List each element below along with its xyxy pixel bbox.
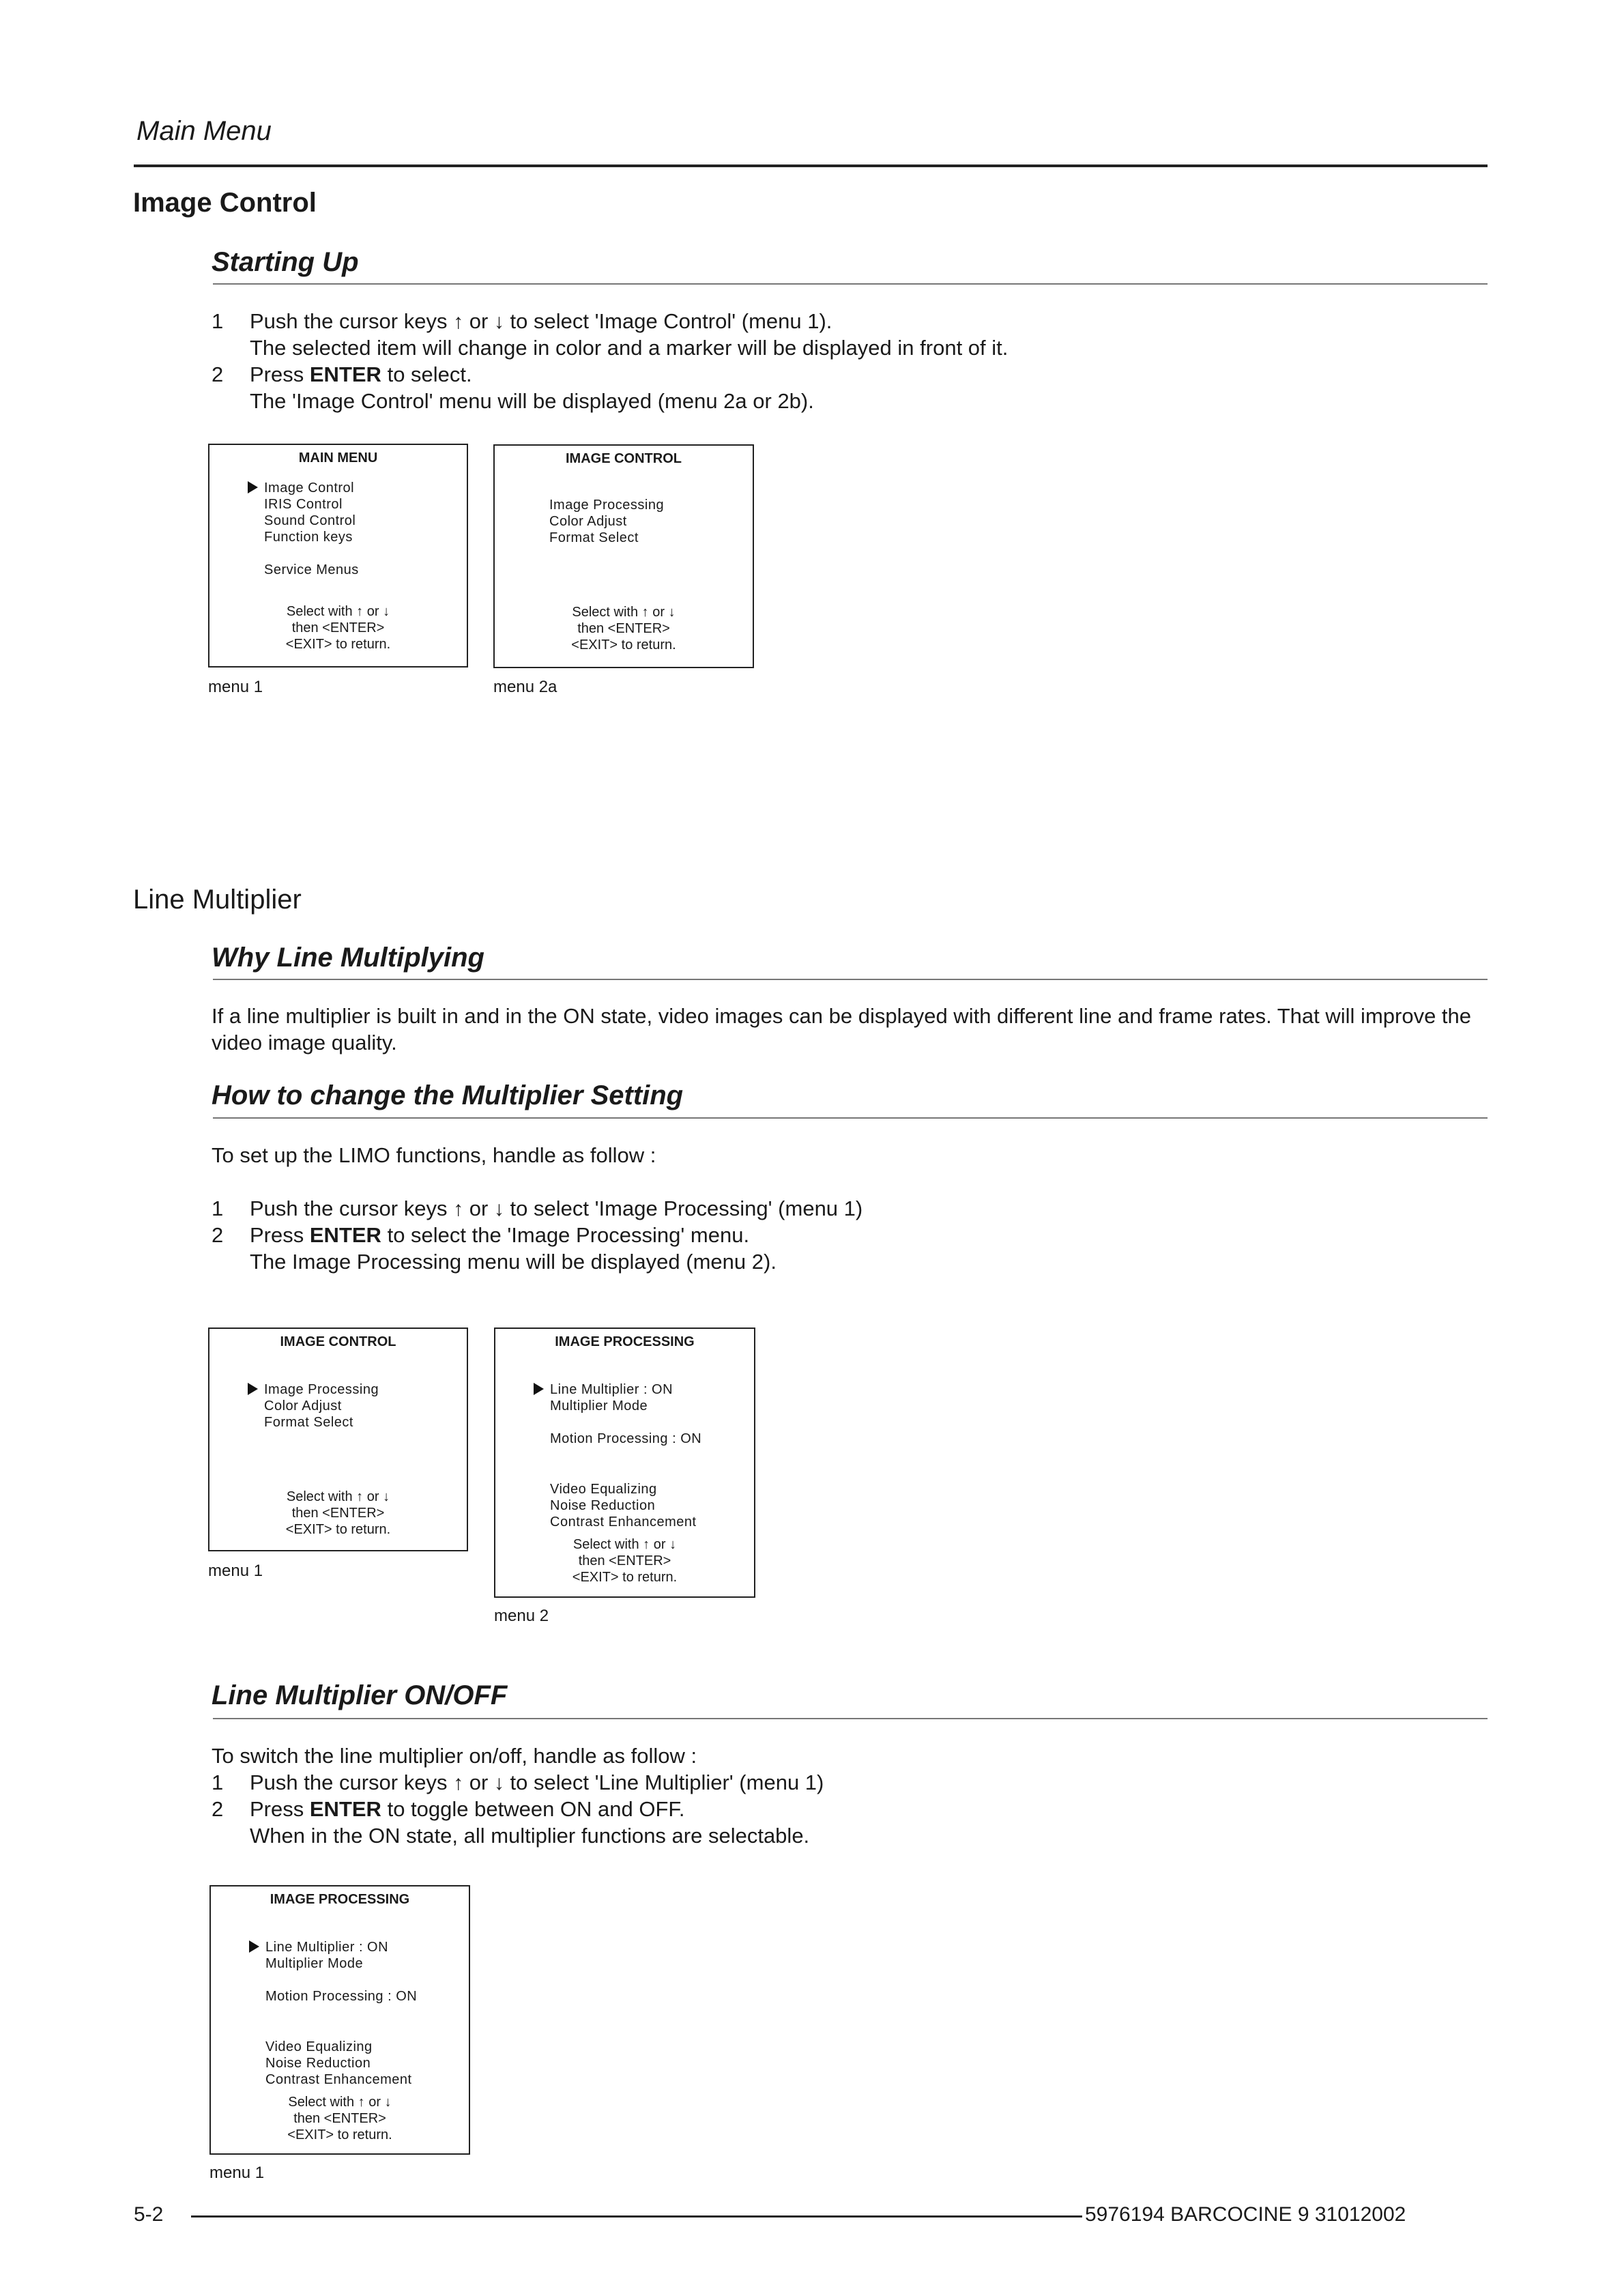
menu-item: Contrast Enhancement xyxy=(265,2072,412,2087)
header-rule xyxy=(134,164,1488,167)
section-title-image-control: Image Control xyxy=(133,188,317,218)
menu-title: IMAGE CONTROL xyxy=(280,1334,396,1349)
menu-item: Image Control xyxy=(264,480,355,496)
down-arrow-icon: ↓ xyxy=(493,1772,504,1794)
subsection-title-starting-up: Starting Up xyxy=(212,247,359,277)
menu-item: Sound Control xyxy=(264,513,356,528)
menu-title: IMAGE CONTROL xyxy=(566,451,682,466)
step-2-continuation: When in the ON state, all multiplier functions are selectable. xyxy=(250,1824,810,1848)
step-number: 1 xyxy=(212,309,224,333)
menu-item: Image Processing xyxy=(264,1382,379,1397)
menu-item: Service Menus xyxy=(264,562,359,577)
up-arrow-icon: ↑ xyxy=(641,605,649,620)
menu-image-processing xyxy=(494,1328,755,1598)
up-arrow-icon: ↑ xyxy=(453,1198,464,1220)
down-arrow-icon: ↓ xyxy=(383,1489,390,1504)
marker-triangle-icon xyxy=(249,1940,259,1953)
step-number: 2 xyxy=(212,362,224,386)
menu-item: Image Processing xyxy=(549,498,665,513)
step-2-continuation: The 'Image Control' menu will be displayed (menu 2a or 2b). xyxy=(250,389,814,413)
menu-image-control xyxy=(493,444,754,668)
subsection-title-how-to-change: How to change the Multiplier Setting xyxy=(212,1080,684,1110)
menu-item: Noise Reduction xyxy=(550,1498,656,1513)
document-id: 5976194 BARCOCINE 9 31012002 xyxy=(1085,2203,1406,2226)
step-1: 1 Push the cursor keys ↑ or ↓ to select 'Line Multiplier' (menu 1) xyxy=(212,1769,824,1796)
menu-footer: Select with ↑ or ↓ then <ENTER> <EXIT> to return. xyxy=(285,1489,391,1537)
step-number: 2 xyxy=(212,1797,224,1821)
menu-item: Multiplier Mode xyxy=(550,1398,648,1414)
step-number: 1 xyxy=(212,1770,224,1794)
menu-title: MAIN MENU xyxy=(298,450,378,465)
up-arrow-icon: ↑ xyxy=(643,1537,650,1552)
menu-item: Video Equalizing xyxy=(265,2039,373,2054)
menu-caption: menu 1 xyxy=(208,678,263,696)
intro-text: To switch the line multiplier on/off, handle as follow : xyxy=(212,1744,697,1768)
subsection-rule xyxy=(213,979,1488,980)
step-2: 2 Press ENTER to toggle between ON and OFF. xyxy=(212,1797,685,1821)
menu-image-processing xyxy=(209,1885,470,2155)
down-arrow-icon: ↓ xyxy=(668,605,676,620)
menu-caption: menu 2 xyxy=(494,1607,549,1625)
subsection-title-why-line-multiplying: Why Line Multiplying xyxy=(212,943,484,973)
menu-item: Function keys xyxy=(264,530,353,545)
footer-rule xyxy=(191,2215,1082,2218)
step-1-continuation: The selected item will change in color and a marker will be displayed in front of it. xyxy=(250,336,1009,360)
subsection-rule xyxy=(213,1117,1488,1119)
step-number: 1 xyxy=(212,1196,224,1220)
menu-item: Format Select xyxy=(264,1415,353,1430)
menu-item: Color Adjust xyxy=(264,1398,342,1414)
step-1: 1 Push the cursor keys ↑ or ↓ to select 'Image Control' (menu 1). xyxy=(212,308,832,335)
page-number: 5-2 xyxy=(134,2203,164,2226)
enter-key-label: ENTER xyxy=(309,362,381,386)
menu-footer: Select with ↑ or ↓ then <ENTER> <EXIT> to return. xyxy=(285,604,391,652)
paragraph: If a line multiplier is built in and in the ON state, video images can be displayed with different line and frame rates. That will improve the video image quality. xyxy=(212,1004,1472,1054)
menu-item: Line Multiplier : ON xyxy=(550,1382,673,1397)
down-arrow-icon: ↓ xyxy=(493,1198,504,1220)
marker-triangle-icon xyxy=(534,1383,544,1395)
menu-main-menu xyxy=(208,444,468,668)
menu-item: Contrast Enhancement xyxy=(550,1515,697,1530)
up-arrow-icon: ↑ xyxy=(453,311,464,333)
enter-key-label: ENTER xyxy=(309,1223,381,1247)
menu-title: IMAGE PROCESSING xyxy=(270,1892,410,1907)
enter-key-label: ENTER xyxy=(309,1797,381,1821)
menu-footer: Select with ↑ or ↓ then <ENTER> <EXIT> to return. xyxy=(287,2095,392,2142)
menu-item: Motion Processing : ON xyxy=(550,1431,702,1446)
menu-caption: menu 1 xyxy=(209,2164,265,2182)
step-2-continuation: The Image Processing menu will be displayed (menu 2). xyxy=(250,1250,777,1274)
down-arrow-icon: ↓ xyxy=(493,311,504,333)
menu-footer: Select with ↑ or ↓ then <ENTER> <EXIT> to return. xyxy=(571,605,676,652)
step-number: 2 xyxy=(212,1223,224,1247)
menu-caption: menu 2a xyxy=(493,678,557,696)
menu-item: Motion Processing : ON xyxy=(265,1989,418,2004)
menu-image-control xyxy=(208,1328,468,1551)
marker-triangle-icon xyxy=(248,481,258,493)
up-arrow-icon: ↑ xyxy=(453,1772,464,1794)
menu-caption: menu 1 xyxy=(208,1562,263,1580)
step-1: 1 Push the cursor keys ↑ or ↓ to select 'Image Processing' (menu 1) xyxy=(212,1195,862,1222)
up-arrow-icon: ↑ xyxy=(356,1489,364,1504)
intro-text: To set up the LIMO functions, handle as follow : xyxy=(212,1143,656,1167)
menu-item: Multiplier Mode xyxy=(265,1956,364,1971)
down-arrow-icon: ↓ xyxy=(383,604,390,619)
up-arrow-icon: ↑ xyxy=(356,604,364,619)
menu-item: Line Multiplier : ON xyxy=(265,1940,389,1955)
menu-title: IMAGE PROCESSING xyxy=(555,1334,695,1349)
menu-item: Video Equalizing xyxy=(550,1482,657,1497)
menu-item: IRIS Control xyxy=(264,497,343,512)
section-title-line-multiplier: Line Multiplier xyxy=(133,885,302,915)
up-arrow-icon: ↑ xyxy=(358,2095,365,2110)
down-arrow-icon: ↓ xyxy=(384,2095,392,2110)
menu-item: Color Adjust xyxy=(549,514,627,529)
subsection-rule xyxy=(213,1718,1488,1719)
step-2: 2 Press ENTER to select. xyxy=(212,362,472,386)
step-2: 2 Press ENTER to select the 'Image Processing' menu. xyxy=(212,1223,750,1247)
subsection-title-line-multiplier-onoff: Line Multiplier ON/OFF xyxy=(212,1680,508,1710)
menu-footer: Select with ↑ or ↓ then <ENTER> <EXIT> to return. xyxy=(572,1537,678,1585)
chapter-title: Main Menu xyxy=(136,116,272,146)
subsection-rule xyxy=(213,283,1488,285)
marker-triangle-icon xyxy=(248,1383,258,1395)
menu-item: Noise Reduction xyxy=(265,2056,371,2071)
down-arrow-icon: ↓ xyxy=(669,1537,677,1552)
menu-item: Format Select xyxy=(549,530,639,545)
